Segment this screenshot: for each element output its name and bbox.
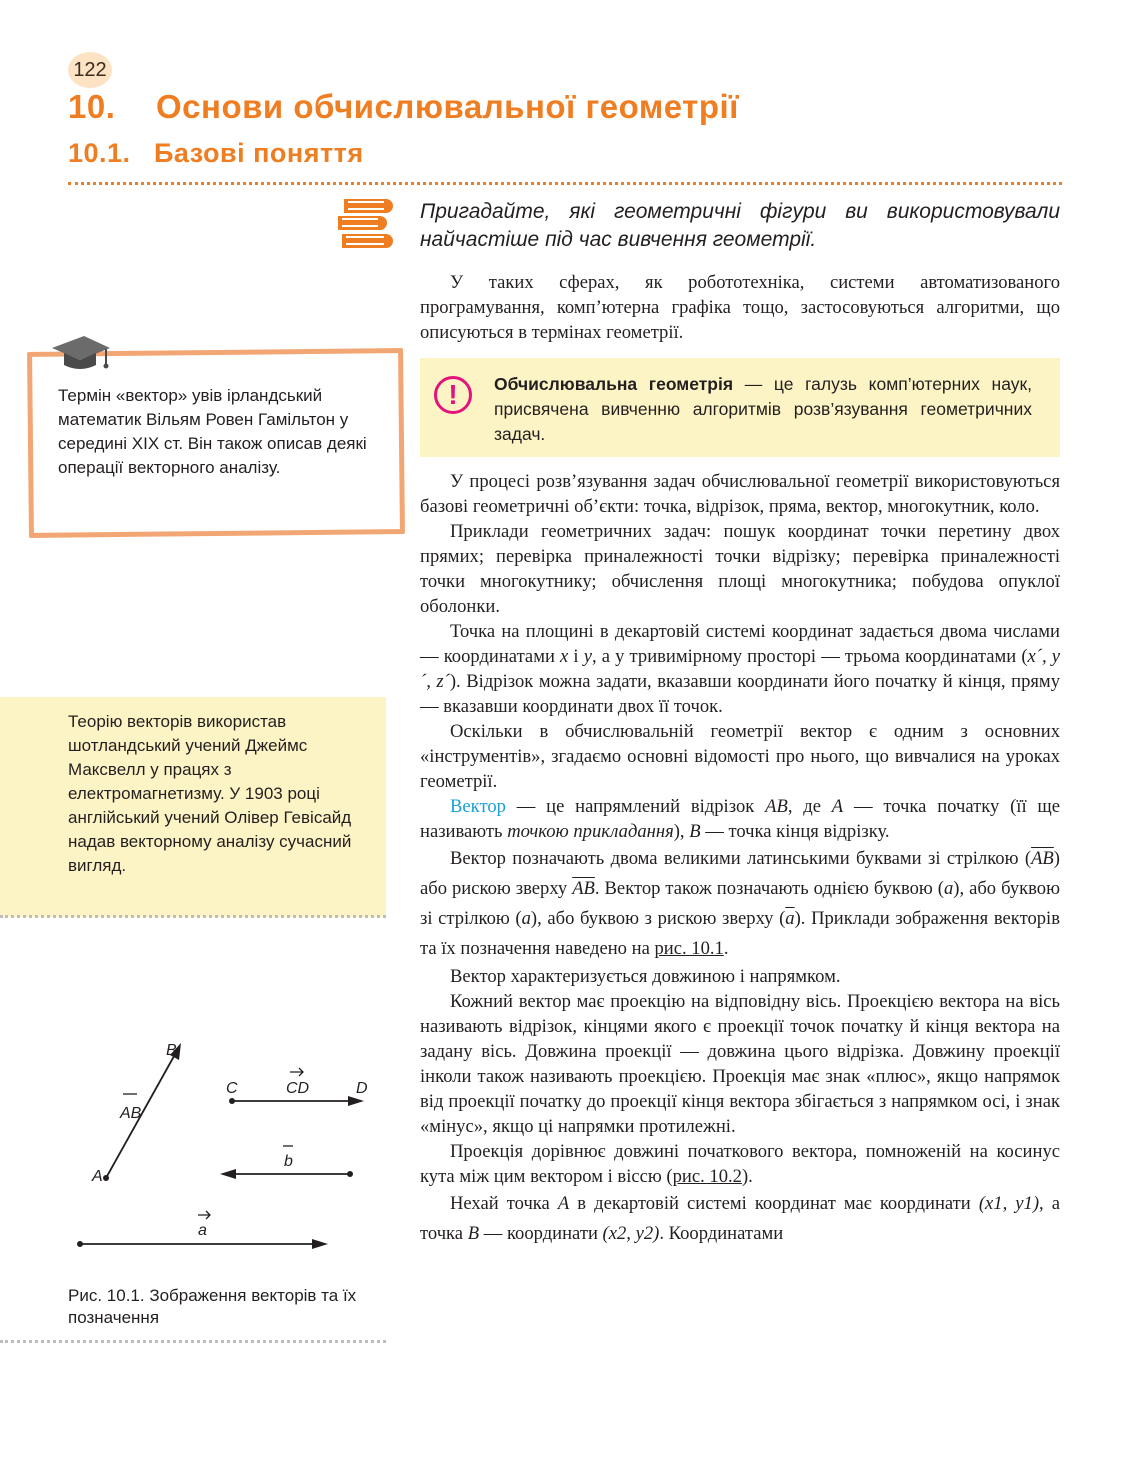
- paragraph-3: Точка на площині в декартовій системі координат задається двома числами — координатами x і y, а у тривимірному просторі — трьома координатами (x´, y´, z´). Відрізок можна задати, вказавши координати його початку й кінця, пряму — вказавши координати двох її точок.: [420, 621, 1060, 717]
- paragraph-1: У процесі розв’язування задач обчислювальної геометрії використовуються базові геометричні об’єкти: точка, відрізок, пряма, вектор, многокутник, коло.: [420, 471, 1060, 517]
- label-AB: AB: [120, 1105, 142, 1122]
- label-A: A: [92, 1168, 103, 1185]
- chapter-title-text: Основи обчислювальної геометрії: [156, 88, 739, 125]
- intro-text: У таких сферах, як робототехніка, системи автоматизованого програмування, комп’ютерна графіка тощо, застосовуються алгоритми, що описуються в термінах геометрії.: [420, 272, 1060, 343]
- figure-ref-10-2[interactable]: рис. 10.2: [672, 1166, 742, 1187]
- paragraph-9: Проекція дорівнює довжині початкового вектора, помноженій на косинус кута між цим вектором і віссю (рис. 10.2).: [420, 1141, 1060, 1187]
- paragraph-2: Приклади геометричних задач: пошук координат точки перетину двох прямих; перевірка приналежності точки відрізку; перевірка приналежності точки многокутнику; обчислення площі многокутника; побудова опуклої оболонки.: [420, 521, 1060, 617]
- label-C: C: [226, 1080, 238, 1097]
- sidebar-divider: [0, 915, 386, 918]
- vector-figure: [60, 1035, 390, 1265]
- paragraph-7: Вектор характеризується довжиною і напрямком.: [450, 966, 841, 987]
- definition-term: Обчислювальна геометрія: [494, 374, 734, 394]
- definition-text: [494, 372, 1032, 447]
- label-CD: CD: [286, 1080, 310, 1097]
- figure-ref-10-1[interactable]: рис. 10.1: [654, 938, 724, 959]
- sidebar-note-1: Термін «вектор» увів ірландський математик Вільям Ровен Гамільтон у середині XIX ст. Він також описав деякі операції векторного аналізу.: [58, 386, 367, 477]
- section-title-text: Базові поняття: [154, 138, 364, 168]
- term-vector: Вектор: [450, 796, 506, 817]
- main-text: [420, 469, 1060, 1249]
- label-a: a: [198, 1222, 207, 1239]
- chapter-number: 10.: [68, 88, 116, 125]
- section-title: [68, 138, 364, 169]
- sidebar-note-2: Теорію векторів використав шотландський учений Джеймс Максвелл у працях з електромагнетизму. У 1903 році англійський учений Олівер Гевісайд надав векторному аналізу сучасний вигляд.: [68, 712, 352, 875]
- paragraph-5: Вектор — це напрямлений відрізок AB, де A — точка початку (її ще називають точкою прикладання), B — точка кінця відрізку.: [420, 796, 1060, 842]
- label-D: D: [356, 1080, 368, 1097]
- title-divider: [68, 182, 1062, 185]
- paragraph-8: Кожний вектор має проекцію на відповідну вісь. Проекцією вектора на вісь називають відрізок, кінцями якого є проекції точок початку й кінця вектора на задану вісь. Довжина проекції — довжина цього відрізка. Довжину проекції інколи також називають проекцією. Проекція має знак «плюс», якщо напрямок від проекції початку до проекції кінця вектора збігається з напрямком осі, і знак «мінус», якщо ці напрямки протилежні.: [420, 991, 1060, 1137]
- section-number: 10.1.: [68, 138, 131, 168]
- exclamation-icon: !: [434, 376, 472, 414]
- intro-paragraph: [420, 270, 1060, 345]
- label-B: B: [166, 1042, 177, 1059]
- graduation-cap-icon: [50, 334, 112, 374]
- paragraph-4: Оскільки в обчислювальній геометрії вектор є одним з основних «інструментів», згадаємо основні відомості про нього, що вивчалися на уроках геометрії.: [420, 721, 1060, 792]
- books-icon: [334, 196, 394, 256]
- paragraph-10: Нехай точка A в декартовій системі координат має координати (x1, y1), а точка B — координати (x2, y2). Координатами: [420, 1193, 1060, 1244]
- page-number: 122: [68, 52, 112, 88]
- definition-body: — це галузь комп’ютерних наук, присвячена вивченню алгоритмів розв’язування геометричних задач.: [494, 374, 1032, 444]
- paragraph-6: Вектор позначають двома великими латинськими буквами зі стрілкою $(\overline{AB})$ або рискою зверху $\overline{AB}$. Вектор також позначають однією буквою (a), або буквою зі стрілкою (a), або буквою з рискою зверху $(\overline{a})$. Приклади зображення векторів та їх позначення наведено на рис. 10.1.: [420, 848, 1060, 959]
- label-b: b: [284, 1153, 293, 1170]
- recall-prompt: Пригадайте, які геометричні фігури ви використовували найчастіше під час вивчення геометрії.: [420, 200, 1060, 251]
- figure-divider: [0, 1340, 386, 1343]
- chapter-title: [68, 88, 739, 126]
- figure-caption: Рис. 10.1. Зображення векторів та їх позначення: [68, 1286, 357, 1327]
